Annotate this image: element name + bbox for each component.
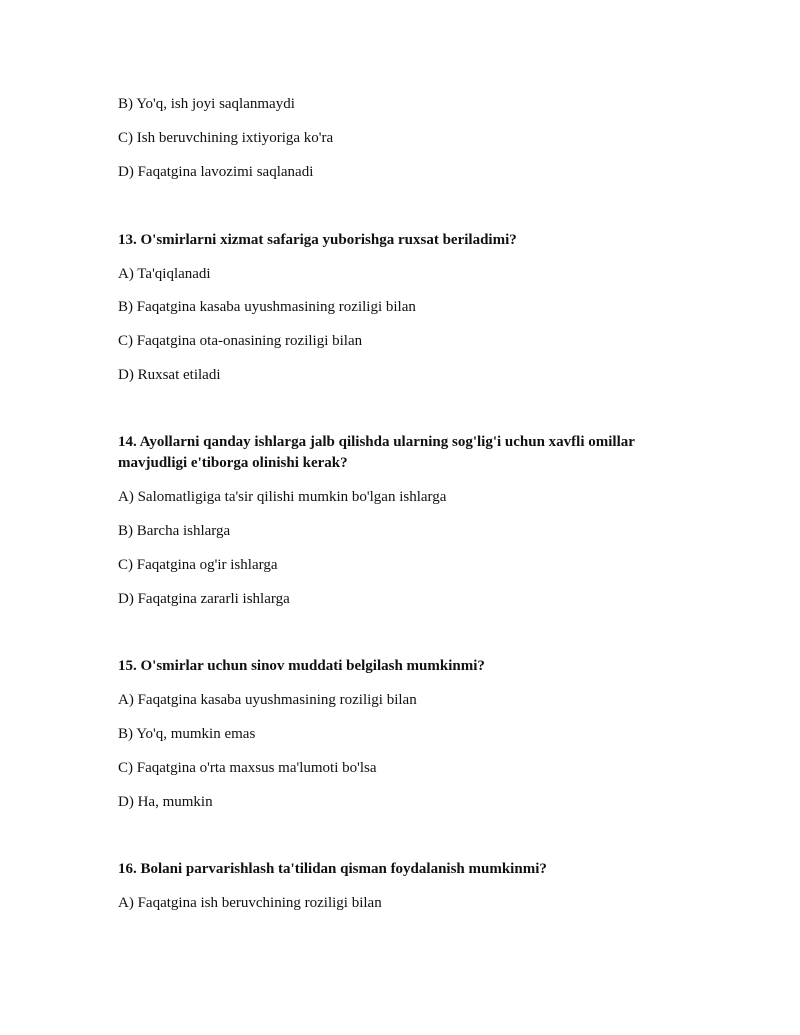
option-c: C) Faqatgina og'ir ishlarga	[118, 557, 278, 573]
option-c: C) Faqatgina o'rta maxsus ma'lumoti bo'lsa	[118, 760, 377, 776]
option-d: D) Faqatgina lavozimi saqlanadi	[118, 164, 314, 180]
option-d: D) Ruxsat etiladi	[118, 367, 221, 383]
option-b: B) Barcha ishlarga	[118, 523, 231, 539]
option-a: A) Faqatgina kasaba uyushmasining roziligi bilan	[118, 692, 417, 708]
question-15-title: 15. O'smirlar uchun sinov muddati belgilash mumkinmi?	[118, 658, 485, 674]
option-a: A) Faqatgina ish beruvchining roziligi bilan	[118, 895, 382, 911]
option-a: A) Ta'qiqlanadi	[118, 266, 211, 282]
option-c: C) Ish beruvchining ixtiyoriga ko'ra	[118, 130, 334, 146]
question-14-title-line2: mavjudligi e'tiborga olinishi kerak?	[118, 455, 348, 471]
question-14-title-line1: 14. Ayollarni qanday ishlarga jalb qilishda ularning sog'lig'i uchun xavfli omillar	[118, 434, 635, 450]
option-d: D) Ha, mumkin	[118, 794, 213, 810]
option-b: B) Yo'q, ish joyi saqlanmaydi	[118, 96, 295, 112]
option-a: A) Salomatligiga ta'sir qilishi mumkin bo'lgan ishlarga	[118, 489, 447, 505]
option-b: B) Faqatgina kasaba uyushmasining roziligi bilan	[118, 299, 416, 315]
option-c: C) Faqatgina ota-onasining roziligi bilan	[118, 333, 363, 349]
option-b: B) Yo'q, mumkin emas	[118, 726, 256, 742]
question-16-title: 16. Bolani parvarishlash ta'tilidan qisman foydalanish mumkinmi?	[118, 861, 547, 877]
question-13-title: 13. O'smirlarni xizmat safariga yuborishga ruxsat beriladimi?	[118, 232, 517, 248]
option-d: D) Faqatgina zararli ishlarga	[118, 591, 290, 607]
